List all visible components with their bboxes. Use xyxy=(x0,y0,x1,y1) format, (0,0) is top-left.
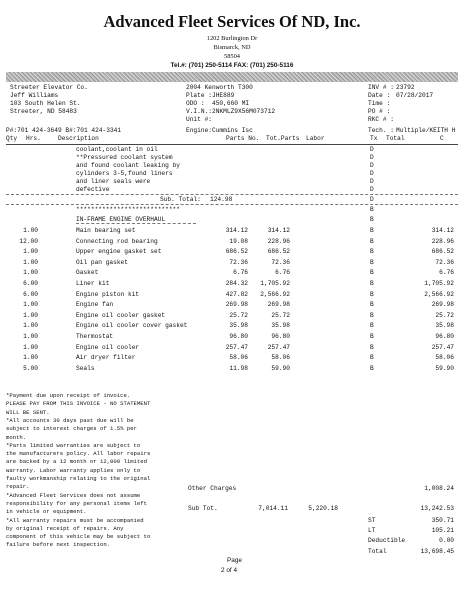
line-parts-price: 686.52 xyxy=(225,248,248,256)
po-label: PO # : xyxy=(368,108,391,115)
line-qty: 5.00 xyxy=(23,364,38,372)
line-total: 25.72 xyxy=(435,311,454,319)
line-qty: 1.00 xyxy=(23,248,38,256)
terms-line: month. xyxy=(6,433,27,441)
lt-label: LT xyxy=(368,527,376,534)
line-qty: 1.00 xyxy=(23,343,38,351)
terms-line: *Parts limited warranties are subject to xyxy=(6,441,141,449)
line-description: Air dryer filter xyxy=(76,354,136,362)
engine-value: Cummins Isc xyxy=(212,127,253,134)
col-qty: Qty xyxy=(6,135,18,142)
line-description: Engine oil cooler cover gasket xyxy=(76,322,188,330)
line-qty: 1.00 xyxy=(23,311,38,319)
line-parts-price: 427.82 xyxy=(225,290,248,298)
line-total: 72.36 xyxy=(435,258,454,266)
customer-address: 103 South Helen St. xyxy=(10,100,81,107)
line-parts-price: 11.98 xyxy=(229,364,248,372)
subtotal-rule-top xyxy=(6,194,458,195)
line-total: 35.98 xyxy=(435,322,454,330)
line-tot-parts: 35.98 xyxy=(271,322,290,330)
date-value: 07/28/2017 xyxy=(396,92,434,99)
odo-label: ODO : xyxy=(186,100,205,107)
col-c: C xyxy=(440,135,444,142)
line-description: Main bearing set xyxy=(76,227,136,234)
line-tot-parts: 58.06 xyxy=(271,354,290,362)
terms-line: warranty. Labor warranty applies only to xyxy=(6,466,141,474)
line-total: 1,705.92 xyxy=(424,280,454,287)
terms-line: *All accounts 30 days past due will be xyxy=(6,416,134,424)
line-qty: 1.00 xyxy=(23,354,38,362)
note-tx: D xyxy=(370,162,374,169)
inv-label: INV # : xyxy=(368,84,394,91)
total-label: Total xyxy=(368,548,387,555)
line-tot-parts: 1,705.92 xyxy=(260,280,290,287)
terms-line: responsibility for any personal items left xyxy=(6,499,147,507)
line-description: Thermostat xyxy=(76,333,114,340)
tech-value: Multiple/KEITH H xyxy=(396,127,456,134)
terms-line: by original receipt of repairs. Any xyxy=(6,524,124,532)
line-tot-parts: 25.72 xyxy=(271,311,290,319)
note-tx: D xyxy=(370,154,374,161)
line-tx: B xyxy=(370,290,374,298)
terms-line: are backed by a 12 month or 12,000 limited xyxy=(6,458,147,466)
deductible-label: Deductible xyxy=(368,537,406,544)
line-parts-price: 257.47 xyxy=(225,343,248,351)
col-total: Total xyxy=(386,135,405,142)
line-parts-price: 35.98 xyxy=(229,322,248,330)
line-description: Engine piston kit xyxy=(76,290,140,298)
terms-line: component of this vehicle may be subject to xyxy=(6,533,151,541)
line-parts-price: 284.32 xyxy=(225,280,248,287)
lt-value: 105.21 xyxy=(431,527,454,534)
line-tx: B xyxy=(370,364,374,372)
subtot-total: 13,242.53 xyxy=(420,505,454,512)
line-qty: 1.00 xyxy=(23,258,38,266)
line-total: 96.80 xyxy=(435,333,454,340)
line-description: Upper engine gasket set xyxy=(76,248,162,256)
other-charges-value: 1,008.24 xyxy=(424,485,454,492)
header-rule xyxy=(6,144,458,145)
line-tx: B xyxy=(370,354,374,362)
vin-label: V.I.N.: xyxy=(186,108,212,115)
line-total: 2,566.92 xyxy=(424,290,454,298)
terms-line: repair. xyxy=(6,483,30,491)
page-current: 2 xyxy=(221,567,225,574)
line-tx: B xyxy=(370,301,374,309)
line-description: Liner kit xyxy=(76,280,110,287)
line-parts-price: 19.08 xyxy=(229,237,248,245)
line-tx: B xyxy=(370,248,374,256)
line-total: 228.96 xyxy=(431,237,454,245)
terms-line: *Payment due upon receipt of invoice. xyxy=(6,392,131,399)
line-description: Engine oil cooler xyxy=(76,343,140,351)
line-qty: 1.00 xyxy=(23,269,38,277)
line-qty: 6.00 xyxy=(23,280,38,287)
company-zip: 58504 xyxy=(224,53,240,60)
line-tot-parts: 2,566.92 xyxy=(260,290,290,298)
note-tx: D xyxy=(370,178,374,185)
line-total: 257.47 xyxy=(431,343,454,351)
inv-value: 23792 xyxy=(396,84,415,91)
subtot-parts: 7,014.11 xyxy=(258,505,288,512)
line-description: Connecting rod bearing xyxy=(76,237,158,245)
note-tx: D xyxy=(370,186,374,193)
line-tot-parts: 686.52 xyxy=(267,248,290,256)
line-qty: 6.00 xyxy=(23,290,38,298)
note-line: coolant,coolant in oil xyxy=(76,146,158,153)
company-phone: Tel.#: (701) 250-5114 FAX: (701) 250-5116 xyxy=(170,62,294,69)
customer-contact: Jeff Williams xyxy=(10,92,59,99)
deductible-value: 0.00 xyxy=(439,537,454,544)
time-label: Time : xyxy=(368,100,391,107)
st-label: ST xyxy=(368,517,376,524)
terms-line: the manufacturers policy. All labor repairs xyxy=(6,450,151,458)
subtotal-label: Sub. Total: xyxy=(160,196,201,203)
terms-line: subject to interest charges of 1.5% per xyxy=(6,425,137,433)
line-qty: 1.00 xyxy=(23,322,38,330)
col-hrs: Hrs. xyxy=(26,135,41,142)
company-name: Advanced Fleet Services Of ND, Inc. xyxy=(103,12,361,31)
line-tot-parts: 228.96 xyxy=(267,237,290,245)
odo-value: 450,660 MI xyxy=(212,100,250,107)
line-tx: B xyxy=(370,322,374,330)
line-description: Engine oil cooler gasket xyxy=(76,311,166,319)
terms-line: failure before next inspection. xyxy=(6,541,111,549)
line-total: 6.76 xyxy=(439,269,454,277)
line-qty: 1.00 xyxy=(23,301,38,309)
st-value: 350.71 xyxy=(431,517,454,524)
line-tx: B xyxy=(370,311,374,319)
line-description: Engine fan xyxy=(76,301,114,309)
line-description: Seals xyxy=(76,364,95,372)
note-line: cylinders 3-5,found liners xyxy=(76,170,173,177)
line-tx: B xyxy=(370,343,374,351)
plate-value: JHE889 xyxy=(212,92,235,99)
company-street: 1202 Burlington Dr xyxy=(206,35,258,42)
line-parts-price: 25.72 xyxy=(229,311,248,319)
vin-value: 2NKMLZ9X56M073712 xyxy=(212,108,276,115)
page-total: 4 xyxy=(233,567,238,574)
subtot-label: Sub Tot. xyxy=(188,505,218,512)
page-of: of xyxy=(226,567,232,574)
section-tx: B xyxy=(370,216,374,223)
terms-line: in vehicle or equipment. xyxy=(6,508,87,516)
subtot-labor: 5,220.18 xyxy=(308,505,338,512)
customer-city: Streeter, ND 58483 xyxy=(10,108,77,115)
line-description: Gasket xyxy=(76,269,99,277)
col-tx: Tx xyxy=(370,135,378,142)
note-line: defective xyxy=(76,186,110,193)
line-tx: B xyxy=(370,333,374,340)
line-qty: 1.00 xyxy=(23,227,38,234)
subtotal-value: 124.98 xyxy=(210,196,233,203)
line-tot-parts: 269.98 xyxy=(267,301,290,309)
col-tot-parts: Tot.Parts xyxy=(266,135,300,142)
terms-line: *All warranty repairs must be accompanied xyxy=(6,516,144,524)
line-qty: 1.00 xyxy=(23,333,38,340)
line-tx: B xyxy=(370,269,374,277)
company-city: Bismarck, ND xyxy=(213,44,251,51)
total-value: 13,698.45 xyxy=(420,548,454,555)
line-parts-price: 72.36 xyxy=(229,258,248,266)
line-parts-price: 314.12 xyxy=(225,227,248,234)
note-line: and found coolant leaking by xyxy=(76,162,180,169)
line-total: 269.98 xyxy=(431,301,454,309)
col-parts-no: Parts No. xyxy=(226,135,260,142)
line-total: 686.52 xyxy=(431,248,454,256)
note-line: **Pressured coolant system xyxy=(76,154,173,161)
line-parts-price: 96.80 xyxy=(229,333,248,340)
col-labor: Labor xyxy=(306,135,325,142)
line-tot-parts: 59.90 xyxy=(271,364,290,372)
line-tx: B xyxy=(370,258,374,266)
note-tx: D xyxy=(370,146,374,153)
terms-line: WILL BE SENT. xyxy=(6,408,50,416)
line-total: 314.12 xyxy=(431,227,454,234)
line-total: 59.90 xyxy=(435,364,454,372)
line-parts-price: 6.76 xyxy=(233,269,248,277)
other-charges-label: Other Charges xyxy=(188,485,237,492)
line-parts-price: 269.98 xyxy=(225,301,248,309)
terms-line: faulty workmanship relating to the original xyxy=(6,475,151,482)
terms-line: *Advanced Fleet Services does not assume xyxy=(6,491,141,499)
col-description: Description xyxy=(58,135,99,142)
divider-stars: **************************** xyxy=(76,206,180,213)
line-description: Oil pan gasket xyxy=(76,258,128,266)
note-tx: D xyxy=(370,170,374,177)
page-label: Page xyxy=(227,557,242,564)
terms-line: PLEASE PAY FROM THIS INVOICE - NO STATEMENT xyxy=(6,400,151,408)
line-tx: B xyxy=(370,280,374,287)
date-label: Date : xyxy=(368,92,391,99)
line-total: 58.06 xyxy=(435,354,454,362)
section-title: IN-FRAME ENGINE OVERHAUL xyxy=(76,216,166,223)
vehicle-description: 2004 Kenworth T300 xyxy=(186,84,253,91)
line-tot-parts: 72.36 xyxy=(271,258,290,266)
header-band xyxy=(6,72,458,82)
tech-label: Tech. : xyxy=(368,127,394,134)
engine-label: Engine: xyxy=(186,127,212,134)
line-tot-parts: 257.47 xyxy=(267,343,290,351)
customer-name: Streeter Elevator Co. xyxy=(10,84,88,91)
rkc-label: RKC # : xyxy=(368,116,394,123)
stars-tx: B xyxy=(370,206,374,213)
note-line: and liner seals were xyxy=(76,178,151,185)
line-tot-parts: 314.12 xyxy=(267,227,290,234)
unit-label: Unit #: xyxy=(186,116,212,123)
line-tot-parts: 6.76 xyxy=(275,269,290,277)
plate-label: Plate : xyxy=(186,92,212,99)
line-qty: 12.00 xyxy=(19,237,38,245)
subtotal-tx: D xyxy=(370,196,374,203)
section-underline xyxy=(76,223,196,224)
subtotal-rule-bottom xyxy=(6,204,458,205)
page-indicator xyxy=(221,567,237,574)
line-tot-parts: 96.80 xyxy=(271,333,290,340)
customer-phones: P#:701 424-3649 B#:701 424-3341 xyxy=(6,127,122,134)
line-tx: B xyxy=(370,237,374,245)
line-tx: B xyxy=(370,227,374,234)
line-parts-price: 58.06 xyxy=(229,354,248,362)
